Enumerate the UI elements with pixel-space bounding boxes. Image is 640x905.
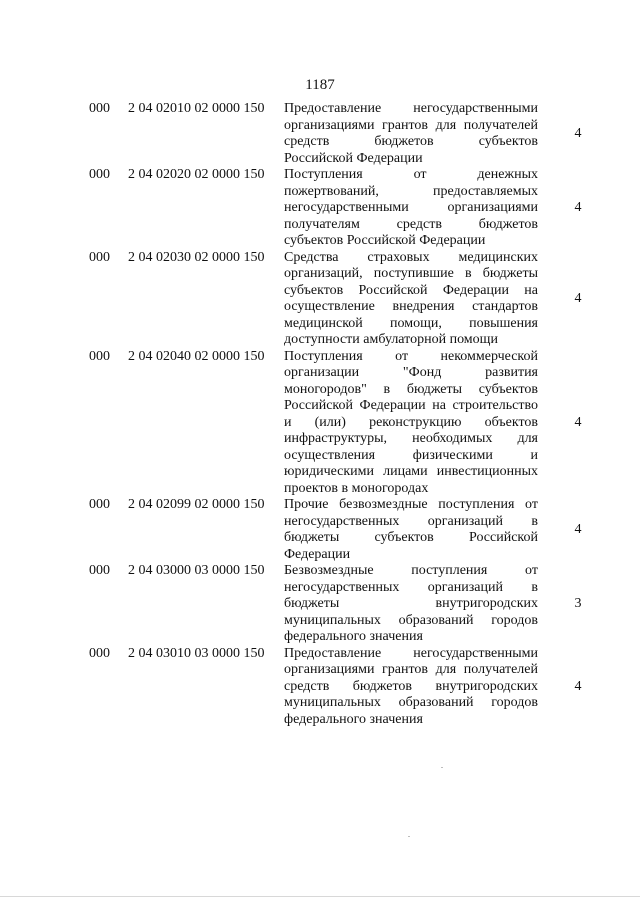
income-name xyxy=(284,349,538,498)
income-name xyxy=(284,250,538,349)
name-line: Поступления от денежных xyxy=(284,167,538,182)
name-line: медицинской помощи, повышения xyxy=(284,315,538,331)
name-line: субъектов Российской Федерации на xyxy=(284,282,538,298)
income-name xyxy=(284,101,538,167)
page-number: 1187 xyxy=(305,77,335,93)
admin-code: 000 xyxy=(89,563,110,578)
table-row xyxy=(0,167,640,250)
level-value: 3 xyxy=(574,596,582,611)
name-line: Поступления от некоммерческой xyxy=(284,348,538,364)
name-line: средств бюджетов субъектов xyxy=(284,134,538,149)
table-row xyxy=(0,250,640,349)
name-line: Безвозмездные поступления от xyxy=(284,563,538,578)
admin-code: 000 xyxy=(89,101,110,116)
budget-classification-code: 2 04 03010 03 0000 150 xyxy=(128,645,265,661)
table-row xyxy=(0,497,640,563)
admin-code: 000 xyxy=(89,348,110,364)
income-name xyxy=(284,167,538,250)
name-line: организаций, поступившие в бюджеты xyxy=(284,266,538,281)
name-line: Предоставление негосударственными xyxy=(284,101,538,116)
budget-classification-code: 2 04 03000 03 0000 150 xyxy=(128,563,265,578)
name-line: пожертвований, предоставляемых xyxy=(284,183,538,199)
admin-code: 000 xyxy=(89,645,110,661)
name-line: бюджеты внутригородских xyxy=(284,596,538,611)
budget-code-table xyxy=(0,101,640,728)
name-line: осуществления физическими и xyxy=(284,447,538,463)
scan-edge-line xyxy=(0,896,640,897)
admin-code: 000 xyxy=(89,249,110,265)
name-line: Предоставление негосударственными xyxy=(284,645,538,661)
budget-classification-code: 2 04 02020 02 0000 150 xyxy=(128,167,265,182)
name-line: осуществление внедрения стандартов xyxy=(284,299,538,314)
level-value: 4 xyxy=(574,200,582,215)
income-name xyxy=(284,646,538,729)
level-value: 4 xyxy=(574,414,582,430)
budget-classification-code: 2 04 02040 02 0000 150 xyxy=(128,348,265,364)
name-line: организации "Фонд развития xyxy=(284,365,538,380)
table-row xyxy=(0,646,640,729)
name-line: негосударственных организаций в xyxy=(284,579,538,595)
table-row xyxy=(0,349,640,498)
scan-speck xyxy=(441,767,443,768)
name-line: моногородов" в бюджеты субъектов xyxy=(284,381,538,397)
table-row xyxy=(0,563,640,646)
budget-classification-code: 2 04 02010 02 0000 150 xyxy=(128,101,265,116)
scan-speck xyxy=(408,836,410,837)
income-name xyxy=(284,563,538,646)
name-line: Прочие безвозмездные поступления от xyxy=(284,497,538,512)
name-line: организациями грантов для получателей xyxy=(284,662,538,677)
name-line: федерального значения xyxy=(284,629,423,644)
budget-classification-code: 2 04 02030 02 0000 150 xyxy=(128,249,265,265)
name-line: муниципальных образований городов xyxy=(284,612,538,628)
name-line: Российской Федерации xyxy=(284,150,423,166)
income-name xyxy=(284,497,538,563)
name-line: бюджеты субъектов Российской xyxy=(284,530,538,545)
name-line: негосударственными организациями xyxy=(284,200,538,215)
name-line: проектов в моногородах xyxy=(284,480,429,496)
budget-classification-code: 2 04 02099 02 0000 150 xyxy=(128,497,265,512)
name-line: доступности амбулаторной помощи xyxy=(284,332,498,347)
level-value: 4 xyxy=(574,125,582,141)
level-value: 4 xyxy=(574,678,582,694)
admin-code: 000 xyxy=(89,497,110,512)
table-row xyxy=(0,101,640,167)
level-value: 4 xyxy=(574,290,582,306)
name-line: федерального значения xyxy=(284,711,423,727)
name-line: негосударственных организаций в xyxy=(284,513,538,529)
name-line: Федерации xyxy=(284,546,351,562)
admin-code: 000 xyxy=(89,167,110,182)
name-line: Российской Федерации на строительство xyxy=(284,398,538,413)
name-line: получателям средств бюджетов xyxy=(284,216,538,232)
name-line: организациями грантов для получателей xyxy=(284,117,538,133)
level-value: 4 xyxy=(574,521,582,537)
name-line: и (или) реконструкцию объектов xyxy=(284,414,538,430)
name-line: средств бюджетов внутригородских xyxy=(284,678,538,694)
name-line: юридическими лицами инвестиционных xyxy=(284,464,538,479)
name-line: субъектов Российской Федерации xyxy=(284,233,486,248)
name-line: инфраструктуры, необходимых для xyxy=(284,431,538,446)
name-line: муниципальных образований городов xyxy=(284,695,538,710)
name-line: Средства страховых медицинских xyxy=(284,249,538,265)
